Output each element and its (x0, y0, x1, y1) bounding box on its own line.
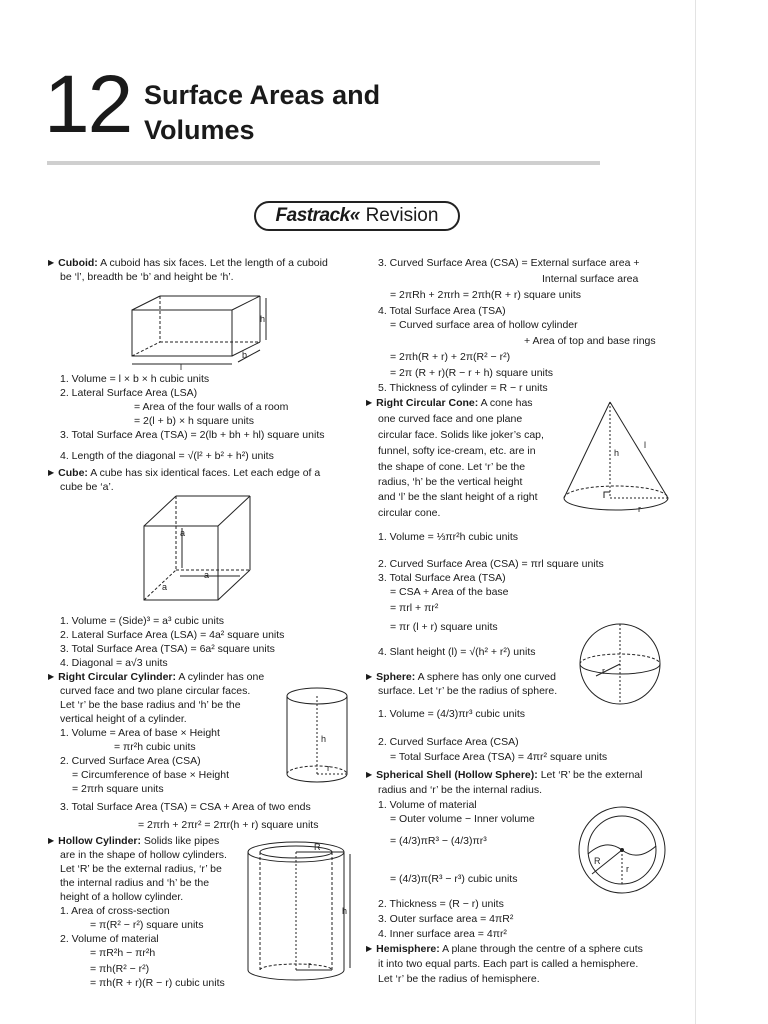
right-line: one curved face and one plane (378, 413, 523, 425)
left-line: Let ‘r’ be the base radius and ‘h’ be the (60, 699, 241, 711)
page-edge-rule (695, 0, 696, 1024)
right-line: ▶ Hemisphere: A plane through the centre of a sphere cuts (366, 942, 643, 957)
right-line: 1. Volume = ⅓πr²h cubic units (378, 531, 519, 543)
cylinder-r-label: r (327, 763, 330, 773)
right-line: 1. Volume = (4/3)πr³ cubic units (378, 708, 526, 720)
right-line: ▶ Right Circular Cone: A cone has (366, 396, 533, 411)
chapter-title-line2: Volumes (144, 115, 255, 145)
right-line: = 2π (R + r)(R − r + h) square units (390, 367, 554, 379)
left-line: 3. Total Surface Area (TSA) = 6a² square units (60, 643, 275, 655)
left-line: 3. Total Surface Area (TSA) = 2(lb + bh + hl) square units (60, 429, 325, 441)
left-line: 2. Curved Surface Area (CSA) (60, 755, 201, 767)
left-line: 2. Lateral Surface Area (LSA) (60, 387, 198, 399)
right-line: 3. Curved Surface Area (CSA) = External surface area + (378, 257, 640, 269)
right-line: 4. Inner surface area = 4πr² (378, 928, 507, 940)
right-line: radius, ‘h’ be the vertical height (378, 476, 523, 488)
right-line: circular cone. (378, 507, 441, 519)
left-line: ▶ Cube: A cube has six identical faces. Let each edge of a (48, 466, 320, 481)
hollow-cylinder-figure (244, 838, 356, 984)
right-line: = Curved surface area of hollow cylinder (390, 319, 578, 331)
cube-a-horizontal-label: a (204, 570, 210, 580)
right-line: + Area of top and base rings (524, 335, 656, 347)
right-line: it into two equal parts. Each part is called a hemisphere. (378, 958, 639, 970)
right-line: 3. Total Surface Area (TSA) (378, 572, 506, 584)
left-line: curved face and two plane circular faces. (60, 685, 251, 697)
left-line: 4. Diagonal = a√3 units (60, 657, 168, 669)
right-line: circular face. Solids like joker’s cap, (378, 429, 544, 441)
right-line: 2. Thickness = (R − r) units (378, 898, 504, 910)
right-line: = 2πh(R + r) + 2π(R² − r²) (390, 351, 511, 363)
right-line: = (4/3)π(R³ − r³) cubic units (390, 873, 518, 885)
left-line: the internal radius and ‘h’ be the (60, 877, 210, 889)
left-line: 1. Volume = l × b × h cubic units (60, 373, 210, 385)
cuboid-figure (128, 292, 278, 370)
chapter-title (144, 78, 380, 148)
right-line: 1. Volume of material (378, 799, 477, 811)
cuboid-l-label: l (180, 362, 182, 370)
left-line: = 2(l + b) × h square units (134, 415, 254, 427)
left-line: = πR²h − πr²h (90, 947, 156, 959)
left-line: 3. Total Surface Area (TSA) = CSA + Area of two ends (60, 801, 311, 813)
cone-figure (560, 398, 672, 516)
right-line: 4. Total Surface Area (TSA) (378, 305, 506, 317)
right-line: = 2πRh + 2πrh = 2πh(R + r) square units (390, 289, 581, 301)
sphere-figure (576, 620, 664, 708)
right-line: ▶ Sphere: A sphere has only one curved (366, 670, 556, 685)
left-line: = Area of the four walls of a room (134, 401, 289, 413)
hollow-R-label: R (314, 842, 321, 852)
left-line: = πh(R + r)(R − r) cubic units (90, 977, 225, 989)
right-line: = πrl + πr² (390, 602, 439, 614)
left-line: = 2πrh square units (72, 783, 164, 795)
cylinder-figure (283, 684, 355, 788)
left-line: height of a hollow cylinder. (60, 891, 184, 903)
left-line: cube be ‘a’. (60, 481, 114, 493)
badge-label: Revision (365, 205, 439, 226)
spherical-shell-figure (576, 804, 668, 896)
right-line: 5. Thickness of cylinder = R − r units (378, 382, 548, 394)
right-line: the shape of cone. Let ‘r’ be the (378, 461, 526, 473)
badge-brand: Fastrack (275, 205, 350, 226)
right-line: 2. Curved Surface Area (CSA) (378, 736, 519, 748)
shell-R-label: R (594, 856, 601, 866)
cone-l-label: l (644, 440, 646, 450)
left-line: = Circumference of base × Height (72, 769, 229, 781)
right-line: radius and ‘r’ be the internal radius. (378, 784, 543, 796)
left-line: ▶ Right Circular Cylinder: A cylinder has one (48, 670, 264, 685)
cuboid-b-label: b (242, 350, 248, 360)
cube-a-depth-label: a (162, 582, 168, 592)
chapter-title-line1: Surface Areas and (144, 80, 381, 110)
left-line: = πh(R² − r²) (90, 963, 150, 975)
right-line: = Total Surface Area (TSA) = 4πr² square units (390, 751, 608, 763)
left-line: 4. Length of the diagonal = √(l² + b² + h²) units (60, 450, 274, 462)
cuboid-h-label: h (260, 314, 266, 324)
left-line: 1. Area of cross-section (60, 905, 170, 917)
cube-figure (140, 492, 260, 610)
cone-r-label: r (638, 504, 641, 514)
right-line: and ‘l’ be the slant height of a right (378, 491, 538, 503)
chapter-divider (47, 161, 600, 165)
left-line: = πr²h cubic units (114, 741, 196, 753)
left-line: 1. Volume = Area of base × Height (60, 727, 220, 739)
left-line: ▶ Cuboid: A cuboid has six faces. Let the length of a cuboid (48, 256, 328, 271)
right-line: Let ‘r’ be the radius of hemisphere. (378, 973, 540, 985)
left-line: are in the shape of hollow cylinders. (60, 849, 227, 861)
hollow-r-label: r (308, 960, 311, 970)
left-line: 2. Lateral Surface Area (LSA) = 4a² square units (60, 629, 285, 641)
badge-arrow-icon: « (349, 205, 361, 226)
left-line: ▶ Hollow Cylinder: Solids like pipes (48, 834, 219, 849)
cone-h-label: h (614, 448, 620, 458)
right-line: = πr (l + r) square units (390, 621, 498, 633)
fastrack-revision-badge (254, 201, 460, 231)
left-line: 1. Volume = (Side)³ = a³ cubic units (60, 615, 224, 627)
hollow-h-label: h (342, 906, 348, 916)
right-line: = CSA + Area of the base (390, 586, 509, 598)
shell-r-label: r (626, 864, 629, 874)
left-line: Let ‘R’ be the external radius, ‘r’ be (60, 863, 222, 875)
right-line: 2. Curved Surface Area (CSA) = πrl square units (378, 558, 604, 570)
left-line: = 2πrh + 2πr² = 2πr(h + r) square units (138, 819, 319, 831)
right-line: ▶ Spherical Shell (Hollow Sphere): Let ‘R’ be the external (366, 768, 642, 783)
left-line: vertical height of a cylinder. (60, 713, 187, 725)
cube-a-vertical-label: a (180, 528, 186, 538)
sphere-r-label: r (602, 666, 605, 676)
chapter-number: 12 (44, 59, 132, 150)
right-line: surface. Let ‘r’ be the radius of sphere. (378, 685, 558, 697)
left-line: = π(R² − r²) square units (90, 919, 204, 931)
cylinder-h-label: h (321, 734, 327, 744)
left-line: be ‘l’, breadth be ‘b’ and height be ‘h’. (60, 271, 234, 283)
left-line: 2. Volume of material (60, 933, 159, 945)
right-line: 3. Outer surface area = 4πR² (378, 913, 514, 925)
right-line: Internal surface area (542, 273, 639, 285)
right-line: = (4/3)πR³ − (4/3)πr³ (390, 835, 487, 847)
right-line: = Outer volume − Inner volume (390, 813, 535, 825)
right-line: 4. Slant height (l) = √(h² + r²) units (378, 646, 536, 658)
right-line: funnel, softy ice-cream, etc. are in (378, 445, 536, 457)
